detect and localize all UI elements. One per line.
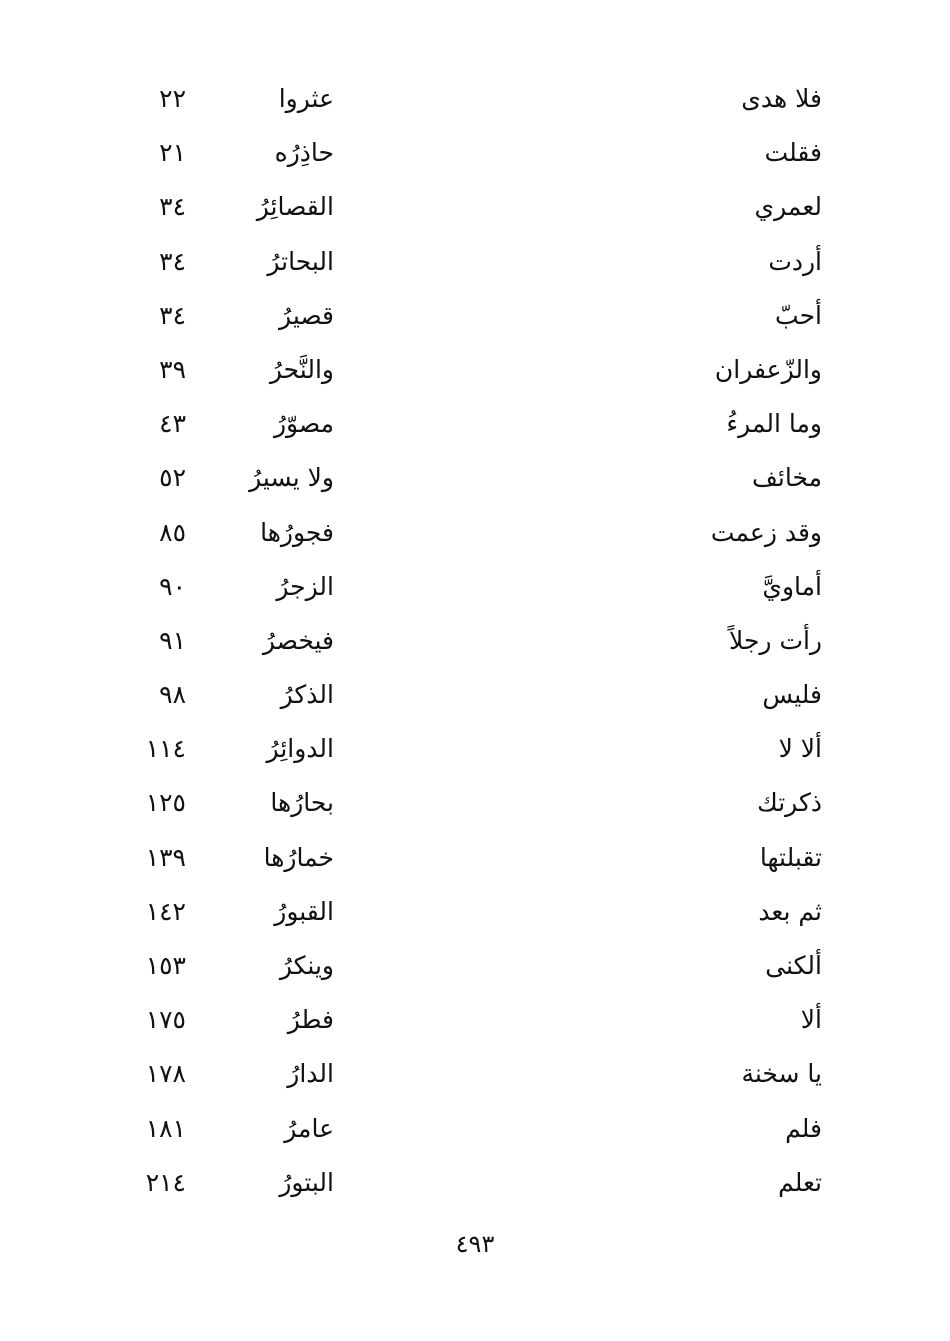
verse-first-word: فقلت [764, 138, 822, 168]
index-row [0, 612, 950, 666]
page-reference: ٥٢ [159, 463, 186, 493]
verse-first-word: أماويَّ [762, 571, 822, 601]
page-reference: ٨٥ [159, 517, 186, 547]
verse-rhyme-word: مصوّرُ [273, 409, 334, 439]
verse-first-word: ألكنى [765, 951, 822, 980]
verse-rhyme-word: الدارُ [287, 1059, 334, 1089]
index-row [0, 883, 950, 937]
page-reference: ١٧٥ [145, 1005, 186, 1035]
verse-first-word: فلا هدى [741, 84, 822, 113]
index-row [0, 774, 950, 828]
index-row [0, 666, 950, 720]
page-reference: ٤٣ [159, 409, 186, 439]
verse-rhyme-word: القبورُ [274, 896, 334, 926]
index-row [0, 991, 950, 1045]
verse-first-word: يا سخنة [741, 1059, 822, 1089]
index-row [0, 449, 950, 503]
index-row [0, 287, 950, 341]
index-row [0, 1045, 950, 1099]
verse-rhyme-word: الزجرُ [276, 571, 334, 601]
page-number: ٤٩٣ [455, 1230, 495, 1258]
verse-first-word: تقبلتها [759, 842, 822, 872]
index-row [0, 233, 950, 287]
index-row [0, 395, 950, 449]
page-reference: ٩٨ [159, 680, 186, 710]
page-reference: ٢١٤ [145, 1167, 186, 1197]
page-reference: ٣٤ [159, 246, 186, 276]
verse-rhyme-word: حاذِرُه [274, 138, 334, 168]
verse-first-word: مخائف [752, 463, 822, 493]
verse-rhyme-word: البتورُ [279, 1167, 334, 1197]
verse-rhyme-word: الدوائِرُ [266, 734, 334, 764]
index-row [0, 504, 950, 558]
page-reference: ٢٢ [159, 84, 186, 113]
verse-first-word: وقد زعمت [710, 517, 822, 547]
verse-rhyme-word: ولا يسيرُ [249, 463, 334, 493]
verse-rhyme-word: الذكرُ [280, 680, 334, 710]
verse-rhyme-word: والنَّحرُ [269, 354, 334, 384]
verse-first-word: أردت [768, 246, 822, 276]
page-reference: ١٨١ [145, 1113, 186, 1143]
index-row [0, 829, 950, 883]
page-reference: ١٢٥ [145, 788, 186, 818]
page-reference: ١٤٢ [145, 896, 186, 926]
page-reference: ٢١ [159, 138, 186, 168]
verse-rhyme-word: فيخصرُ [262, 625, 334, 655]
verse-first-word: ألا [800, 1005, 822, 1035]
verse-rhyme-word: البحاترُ [267, 246, 334, 276]
verse-first-word: ذكرتك [757, 788, 822, 818]
verse-first-word: تعلم [778, 1167, 822, 1197]
index-row [0, 720, 950, 774]
page-reference: ٣٤ [159, 300, 186, 330]
page-reference: ٣٩ [159, 354, 186, 384]
page-reference: ٩٠ [159, 571, 186, 601]
index-row [0, 70, 950, 124]
verse-rhyme-word: خمارُها [263, 842, 334, 872]
page-reference: ٩١ [159, 625, 186, 655]
verse-rhyme-word: فطرُ [287, 1005, 334, 1035]
verse-rhyme-word: القصائِرُ [256, 192, 334, 222]
index-row [0, 124, 950, 178]
index-row [0, 341, 950, 395]
verse-first-word: أحبّ [775, 300, 822, 330]
verse-rhyme-word: عامرُ [284, 1113, 334, 1143]
verse-first-word: والزّعفران [714, 354, 822, 384]
page-reference: ٣٤ [159, 192, 186, 222]
page-reference: ١٥٣ [145, 951, 186, 980]
verse-index-table [0, 70, 950, 1208]
verse-rhyme-word: وينكرُ [279, 951, 334, 980]
verse-first-word: فلم [785, 1113, 822, 1143]
verse-rhyme-word: قصيرُ [279, 300, 334, 330]
index-row [0, 937, 950, 991]
index-row [0, 1154, 950, 1208]
verse-rhyme-word: فجورُها [260, 517, 334, 547]
verse-first-word: وما المرءُ [726, 409, 822, 439]
index-row [0, 1100, 950, 1154]
index-row [0, 178, 950, 232]
verse-first-word: ألا لا [778, 734, 822, 764]
verse-first-word: فليس [762, 680, 822, 710]
verse-rhyme-word: عثروا [278, 84, 334, 113]
verse-first-word: رأت رجلاً [729, 625, 822, 655]
page-reference: ١٧٨ [145, 1059, 186, 1089]
index-row [0, 558, 950, 612]
page-reference: ١٣٩ [145, 842, 186, 872]
verse-first-word: ثم بعد [758, 896, 822, 926]
verse-first-word: لعمري [754, 192, 822, 222]
page-reference: ١١٤ [145, 734, 186, 764]
verse-rhyme-word: بحارُها [270, 788, 334, 818]
